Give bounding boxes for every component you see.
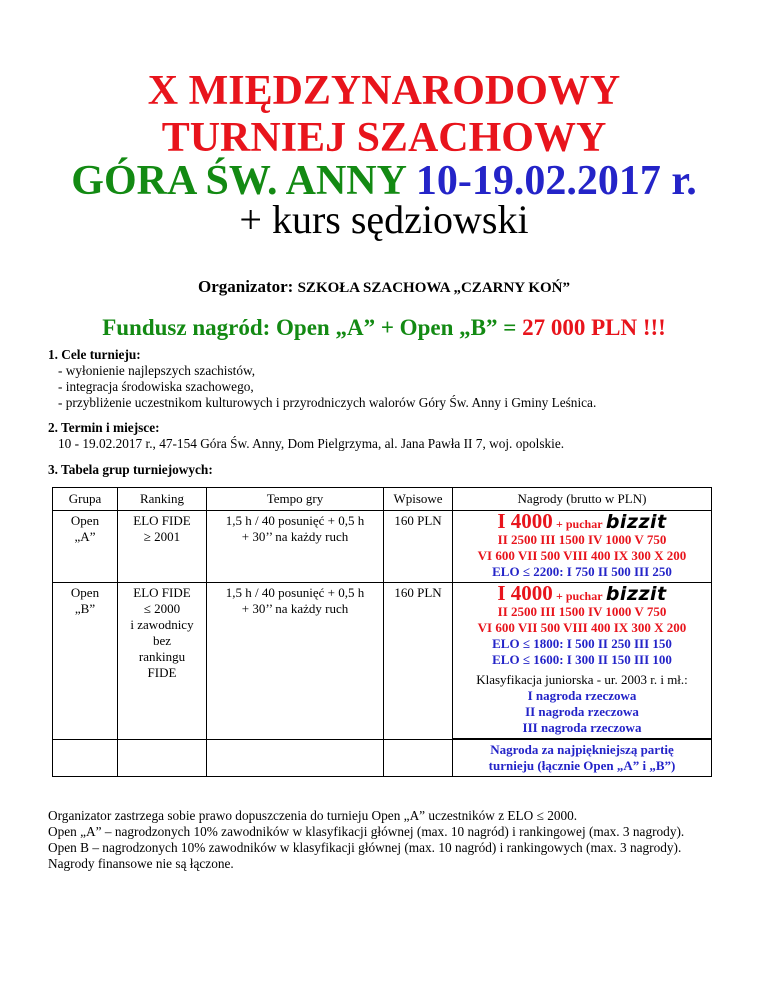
first-prize: I 4000 — [497, 509, 553, 533]
prize-line: II 2500 III 1500 IV 1000 V 750 — [497, 532, 667, 547]
goals-heading: 1. Cele turnieju: — [48, 347, 141, 362]
tempo-text: 1,5 h / 40 posunięć + 0,5 h — [225, 513, 365, 528]
group-name: Open — [70, 513, 100, 528]
organizer-name: SZKOŁA SZACHOWA „CZARNY KOŃ” — [297, 280, 571, 296]
main-prizes-block — [453, 583, 711, 739]
prize-fund-text: Fundusz nagród: Open „A” + Open „B” = — [102, 315, 517, 340]
col-group: Grupa — [53, 488, 118, 511]
notes — [48, 808, 738, 872]
ranking-text: i zawodnicy — [130, 617, 194, 632]
junior-prize: II nagroda rzeczowa — [525, 704, 639, 719]
ranking-text: ≤ 2000 — [143, 601, 181, 616]
tempo-text: + 30’’ na każdy ruch — [241, 529, 349, 544]
empty-cell — [53, 740, 118, 777]
group-letter: „B” — [74, 601, 96, 616]
junior-prize: I nagroda rzeczowa — [527, 688, 637, 703]
prize-line: II 2500 III 1500 IV 1000 V 750 — [497, 604, 667, 619]
goal-item: - integracja środowiska szachowego, — [58, 379, 254, 394]
tempo-cell — [207, 511, 384, 583]
prizes-cell — [453, 511, 712, 583]
first-prize-line — [455, 509, 709, 533]
course-subtitle: + kurs sędziowski — [239, 197, 529, 242]
section-goals — [48, 347, 596, 411]
ranking-cell — [118, 511, 207, 583]
rating-prize-line: ELO ≤ 2200: I 750 II 500 III 250 — [492, 564, 672, 579]
table-row — [53, 583, 712, 740]
note: Organizator zastrzega sobie prawo dopuszczenia do turnieju Open „A” uczestników z ELO ≤ 2000. — [48, 808, 578, 823]
section-groups — [48, 462, 213, 478]
title-line-1: X MIĘDZYNARODOWY — [147, 68, 621, 114]
prize-line: VI 600 VII 500 VIII 400 IX 300 X 200 — [477, 620, 687, 635]
fee-text: 160 PLN — [394, 585, 442, 600]
sponsor-logo: bizzit — [605, 511, 667, 533]
note: Nagrody finansowe nie są łączone. — [48, 856, 234, 871]
goal-item: - wyłonienie najlepszych szachistów, — [58, 363, 256, 378]
first-prize-line — [455, 581, 709, 605]
section-venue — [48, 420, 564, 452]
tempo-text: 1,5 h / 40 posunięć + 0,5 h — [225, 585, 365, 600]
junior-prize: III nagroda rzeczowa — [522, 720, 642, 735]
ranking-text: ELO FIDE — [133, 513, 191, 528]
prizes-cell — [453, 583, 712, 740]
rating-prize-line: ELO ≤ 1600: I 300 II 150 III 100 — [492, 652, 672, 667]
ranking-text: FIDE — [147, 665, 177, 680]
groups-heading: 3. Tabela grup turniejowych: — [48, 462, 213, 477]
goal-item: - przybliżenie uczestnikom kulturowych i przyrodniczych walorów Góry Św. Anny i Gminy Leśnica. — [58, 395, 597, 410]
junior-heading: Klasyfikacja juniorska - ur. 2003 r. i mł.: — [476, 672, 688, 687]
ranking-text: rankingu — [138, 649, 186, 664]
table-row — [53, 740, 712, 777]
ranking-text: ≥ 2001 — [143, 529, 181, 544]
empty-cell — [118, 740, 207, 777]
prize-fund-amount: 27 000 PLN !!! — [522, 315, 666, 340]
cup-text: + puchar — [556, 589, 603, 603]
venue-title: GÓRA ŚW. ANNY — [71, 158, 406, 204]
note: Open „A” – nagrodzonych 10% zawodników w klasyfikacji głównej (max. 10 nagród) i rankingowej (max. 3 nagrody). — [48, 824, 685, 839]
organizer — [0, 277, 768, 297]
tempo-text: + 30’’ na każdy ruch — [241, 601, 349, 616]
best-game-cell — [453, 740, 712, 777]
group-cell — [53, 583, 118, 740]
title-line-2: TURNIEJ SZACHOWY — [161, 115, 607, 161]
organizer-label: Organizator: — [197, 277, 294, 296]
ranking-text: ELO FIDE — [133, 585, 191, 600]
sponsor-logo: bizzit — [605, 583, 667, 605]
dates-title: 10-19.02.2017 r. — [415, 158, 697, 204]
ranking-cell — [118, 583, 207, 740]
note: Open B – nagrodzonych 10% zawodników w klasyfikacji głównej (max. 10 nagród) i rankingowych (max. 3 nagrody). — [48, 840, 682, 855]
title-line-3 — [0, 160, 768, 202]
col-prizes: Nagrody (brutto w PLN) — [453, 488, 712, 511]
fee-cell — [384, 583, 453, 740]
group-letter: „A” — [74, 529, 96, 544]
best-game-text: turnieju (łącznie Open „A” i „B”) — [488, 758, 676, 773]
col-ranking: Ranking — [118, 488, 207, 511]
first-prize: I 4000 — [497, 581, 553, 605]
group-cell — [53, 511, 118, 583]
group-name: Open — [70, 585, 100, 600]
prize-line: VI 600 VII 500 VIII 400 IX 300 X 200 — [477, 548, 687, 563]
empty-cell — [207, 740, 384, 777]
ranking-text: bez — [152, 633, 172, 648]
best-game-text: Nagroda za najpiękniejszą partię — [490, 742, 674, 757]
table-header-row — [53, 488, 712, 511]
tempo-cell — [207, 583, 384, 740]
col-fee: Wpisowe — [384, 488, 453, 511]
fee-text: 160 PLN — [394, 513, 442, 528]
fee-cell — [384, 511, 453, 583]
table-row — [53, 511, 712, 583]
col-tempo: Tempo gry — [207, 488, 384, 511]
empty-cell — [384, 740, 453, 777]
groups-table — [52, 487, 712, 777]
venue-heading: 2. Termin i miejsce: — [48, 420, 160, 435]
prize-fund — [0, 315, 768, 341]
venue-text: 10 - 19.02.2017 r., 47-154 Góra Św. Anny, Dom Pielgrzyma, al. Jana Pawła II 7, woj. opolskie. — [58, 436, 565, 451]
rating-prize-line: ELO ≤ 1800: I 500 II 250 III 150 — [492, 636, 672, 651]
cup-text: + puchar — [556, 517, 603, 531]
